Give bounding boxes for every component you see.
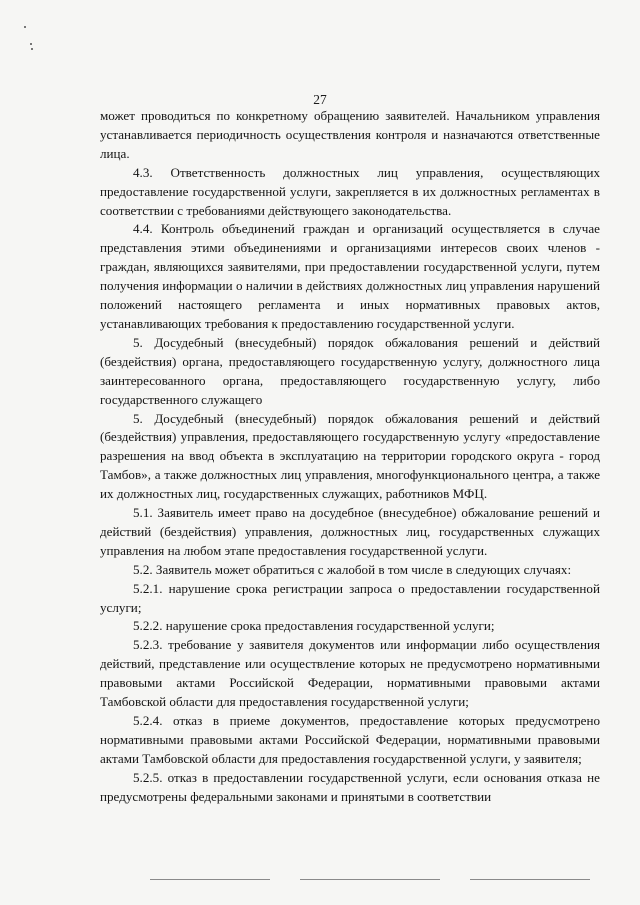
document-body bbox=[100, 107, 600, 807]
scan-artifact bbox=[30, 43, 32, 45]
scan-artifact bbox=[31, 48, 33, 50]
page-number: 27 bbox=[313, 92, 327, 107]
paragraph-p9: 5.2.3. требование у заявителя документов или информации либо осуществления действий, представление или осуществление которых не предусмотрено нормативными правовыми актами Российской Федерации, нормативными правовыми актами Тамбовской области для предоставления государственной услуги; bbox=[100, 637, 600, 710]
scan-artifact bbox=[150, 879, 270, 880]
paragraph-p3: 5. Досудебный (внесудебный) порядок обжалования решений и действий (бездействия) органа, предоставляющего государственную услугу, должностного лица заинтересованного органа, предоставляющего государственную услугу, либо государственного служащего bbox=[100, 334, 600, 407]
scan-artifact bbox=[470, 879, 590, 880]
paragraph-p6: 5.2. Заявитель может обратиться с жалобой в том числе в следующих случаях: bbox=[133, 561, 572, 577]
paragraph-p4: 5. Досудебный (внесудебный) порядок обжалования решений и действий (бездействия) управления, предоставляющего государственную услугу «предоставление разрешения на ввод объекта в эксплуатацию на территории городского округа - город Тамбов», а также должностных лиц управления, многофункционального центра, а также их должностных лиц, государственных служащих, работников МФЦ. bbox=[100, 410, 600, 502]
paragraph-p8: 5.2.2. нарушение срока предоставления государственной услуги; bbox=[133, 618, 495, 634]
paragraph-p5: 5.1. Заявитель имеет право на досудебное (внесудебное) обжалование решений и действий (бездействия) управления, должностных лиц, государственных служащих управления на любом этапе предоставления государственной услуги. bbox=[100, 505, 600, 558]
scan-artifact bbox=[24, 26, 26, 28]
paragraph-p10: 5.2.4. отказ в приеме документов, предоставление которых предусмотрено нормативными правовыми актами Российской Федерации, нормативными правовыми актами Тамбовской области для предоставления государственной услуги, у заявителя; bbox=[100, 713, 600, 766]
paragraph-p0: может проводиться по конкретному обращению заявителей. Начальником управления устанавливается периодичность осуществления контроля и назначаются ответственные лица. bbox=[100, 108, 600, 161]
paragraph-p1: 4.3. Ответственность должностных лиц управления, осуществляющих предоставление государственной услуги, закрепляется в их должностных регламентах в соответствии с требованиями действующего законодательства. bbox=[100, 164, 600, 218]
paragraph-p7: 5.2.1. нарушение срока регистрации запроса о предоставлении государственной услуги; bbox=[100, 580, 600, 615]
paragraph-p2: 4.4. Контроль объединений граждан и организаций осуществляется в случае представления этими объединениями и организациями интересов своих членов - граждан, являющихся заявителями, при предоставлении государственной услуги, путем получения информации о наличии в действиях должностных лиц управления нарушений положений настоящего регламента и иных нормативных правовых актов, устанавливающих требования к предоставлению государственной услуги. bbox=[100, 221, 600, 331]
paragraph-p11: 5.2.5. отказ в предоставлении государственной услуги, если основания отказа не предусмотрены федеральными законами и принятыми в соответствии bbox=[100, 769, 600, 804]
scan-artifact bbox=[300, 879, 440, 880]
